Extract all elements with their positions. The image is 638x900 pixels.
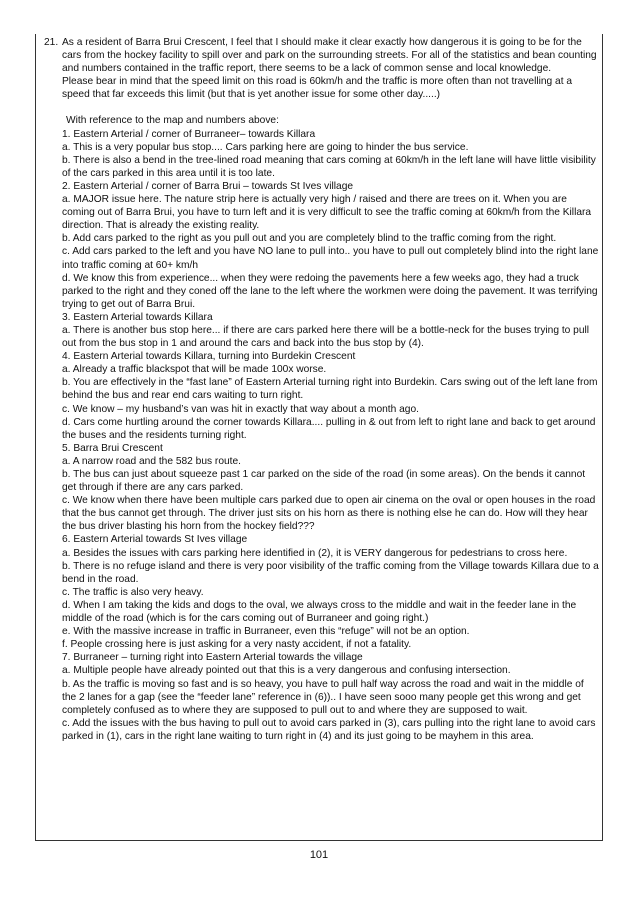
point-item: b. The bus can just about squeeze past 1 car parked on the side of the road (in some areas). On the bends it cannot get through if there are any cars parked.: [62, 469, 586, 494]
point-item: c. We know when there have been multiple cars parked due to open air cinema on the oval or open houses in the road that the bus cannot get through. The driver just sits on his horn as there is nothing else he can do. How will they hear the bus driver blasting his horn from the hockey field???: [62, 495, 596, 533]
reference-heading: With reference to the map and numbers above:: [66, 115, 279, 127]
point-item: c. We know – my husband’s van was hit in exactly that way about a month ago.: [62, 403, 419, 415]
point-item: e. With the massive increase in traffic in Burraneer, even this “refuge” will not be an option.: [62, 626, 470, 638]
point-item: c. The traffic is also very heavy.: [62, 586, 204, 598]
submission-entry: [44, 36, 600, 743]
point-item: d. Cars come hurtling around the corner towards Killara.... pulling in & out from left to right lane and back to get around the buses and the residents turning right.: [62, 416, 596, 441]
section-heading: 7. Burraneer – turning right into Eastern Arterial towards the village: [62, 652, 363, 664]
paragraph-gap: [62, 101, 600, 114]
point-item: a. There is another bus stop here... if there are cars parked here there will be a bottle-neck for the buses trying to pull out from the bus stop in 1 and around the cars and back into the bus stop by (4).: [62, 324, 590, 350]
point-item: b. There is no refuge island and there is very poor visibility of the traffic coming from the Village towards Killara due to a bend in the road.: [62, 560, 599, 585]
point-item: b. There is also a bend in the tree-lined road meaning that cars coming at 60km/h in the left lane will have little visibility of the cars parked in this area until it is too late.: [62, 154, 596, 179]
section-heading: 5. Barra Brui Crescent: [62, 442, 163, 454]
section-heading: 4. Eastern Arterial towards Killara, turning into Burdekin Crescent: [62, 351, 356, 363]
section-heading: 6. Eastern Arterial towards St Ives village: [62, 534, 248, 546]
intro-paragraph: Please bear in mind that the speed limit on this road is 60km/h and the traffic is more often than not travelling at a speed that far exceeds this limit (but that is yet another issue for some other day.....): [62, 76, 573, 101]
point-item: a. This is a very popular bus stop.... Cars parking here are going to hinder the bus service.: [62, 141, 469, 153]
intro-paragraph: As a resident of Barra Brui Crescent, I feel that I should make it clear exactly how dangerous it is going to be for the cars from the hockey facility to spill over and park on the surrounding streets. For all of the statistics and bean counting and numbers contained in the traffic report, there seems to be a lack of common sense and local knowledge.: [62, 37, 597, 75]
point-item: b. Add cars parked to the right as you pull out and you are completely blind to the traffic coming from the right.: [62, 233, 557, 245]
entry-number: 21.: [44, 37, 59, 48]
point-item: b. You are effectively in the “fast lane” of Eastern Arterial turning right into Burdekin. Cars swing out of the left lane from behind the bus and rear end cars waiting to turn right.: [62, 377, 598, 402]
numbered-points: [62, 128, 600, 743]
entry-21: [44, 36, 600, 743]
point-item: a. Besides the issues with cars parking here identified in (2), it is VERY dangerous for pedestrians to cross here.: [62, 547, 568, 559]
point-item: c. Add the issues with the bus having to pull out to avoid cars parked in (3), cars pulling into the right lane to avoid cars parked in (1), cars in the right lane waiting to turn right in (4) and its just going to be mayhem in this area.: [62, 717, 596, 742]
point-item: d. When I am taking the kids and dogs to the oval, we always cross to the middle and wait in the feeder lane in the middle of the road (which is for the cars coming out of Burraneer and going right.): [62, 599, 577, 625]
section-heading: 1. Eastern Arterial / corner of Burraneer– towards Killara: [62, 128, 316, 140]
point-item: a. Already a traffic blackspot that will be made 100x worse.: [62, 364, 327, 376]
point-item: a. A narrow road and the 582 bus route.: [62, 455, 241, 467]
point-item: b. As the traffic is moving so fast and is so heavy, you have to pull half way across the road and wait in the middle of the 2 lanes for a gap (see the “feeder lane” reference in (6)).. I have seen sooo many people get this wrong and get completely confused as to where they are supposed to pull out to and where they are supposed to wait.: [62, 678, 584, 716]
section-heading: 2. Eastern Arterial / corner of Barra Brui – towards St Ives village: [62, 180, 354, 192]
point-item: a. MAJOR issue here. The nature strip here is actually very high / raised and there are trees on it. When you are coming out of Barra Brui, you have to turn left and it is very difficult to see the traffic coming at 60km/h from the Killara direction. That is already the existing reality.: [62, 194, 592, 232]
section-heading: 3. Eastern Arterial towards Killara: [62, 311, 213, 323]
point-item: c. Add cars parked to the left and you have NO lane to pull into.. you have to pull out completely blind into the right lane into traffic coming at 60+ km/h: [62, 246, 599, 271]
point-item: a. Multiple people have already pointed out that this is a very dangerous and confusing intersection.: [62, 665, 511, 677]
point-item: f. People crossing here is just asking for a very nasty accident, if not a fatality.: [62, 639, 412, 651]
entry-body: [62, 36, 600, 743]
page-number: 101: [309, 849, 329, 861]
point-item: d. We know this from experience... when they were redoing the pavements here a few weeks ago, they had a truck parked to the right and they coned off the lane to the left where the workmen were doing the pavement. It was terrifying trying to get out of Barra Brui.: [62, 272, 598, 310]
